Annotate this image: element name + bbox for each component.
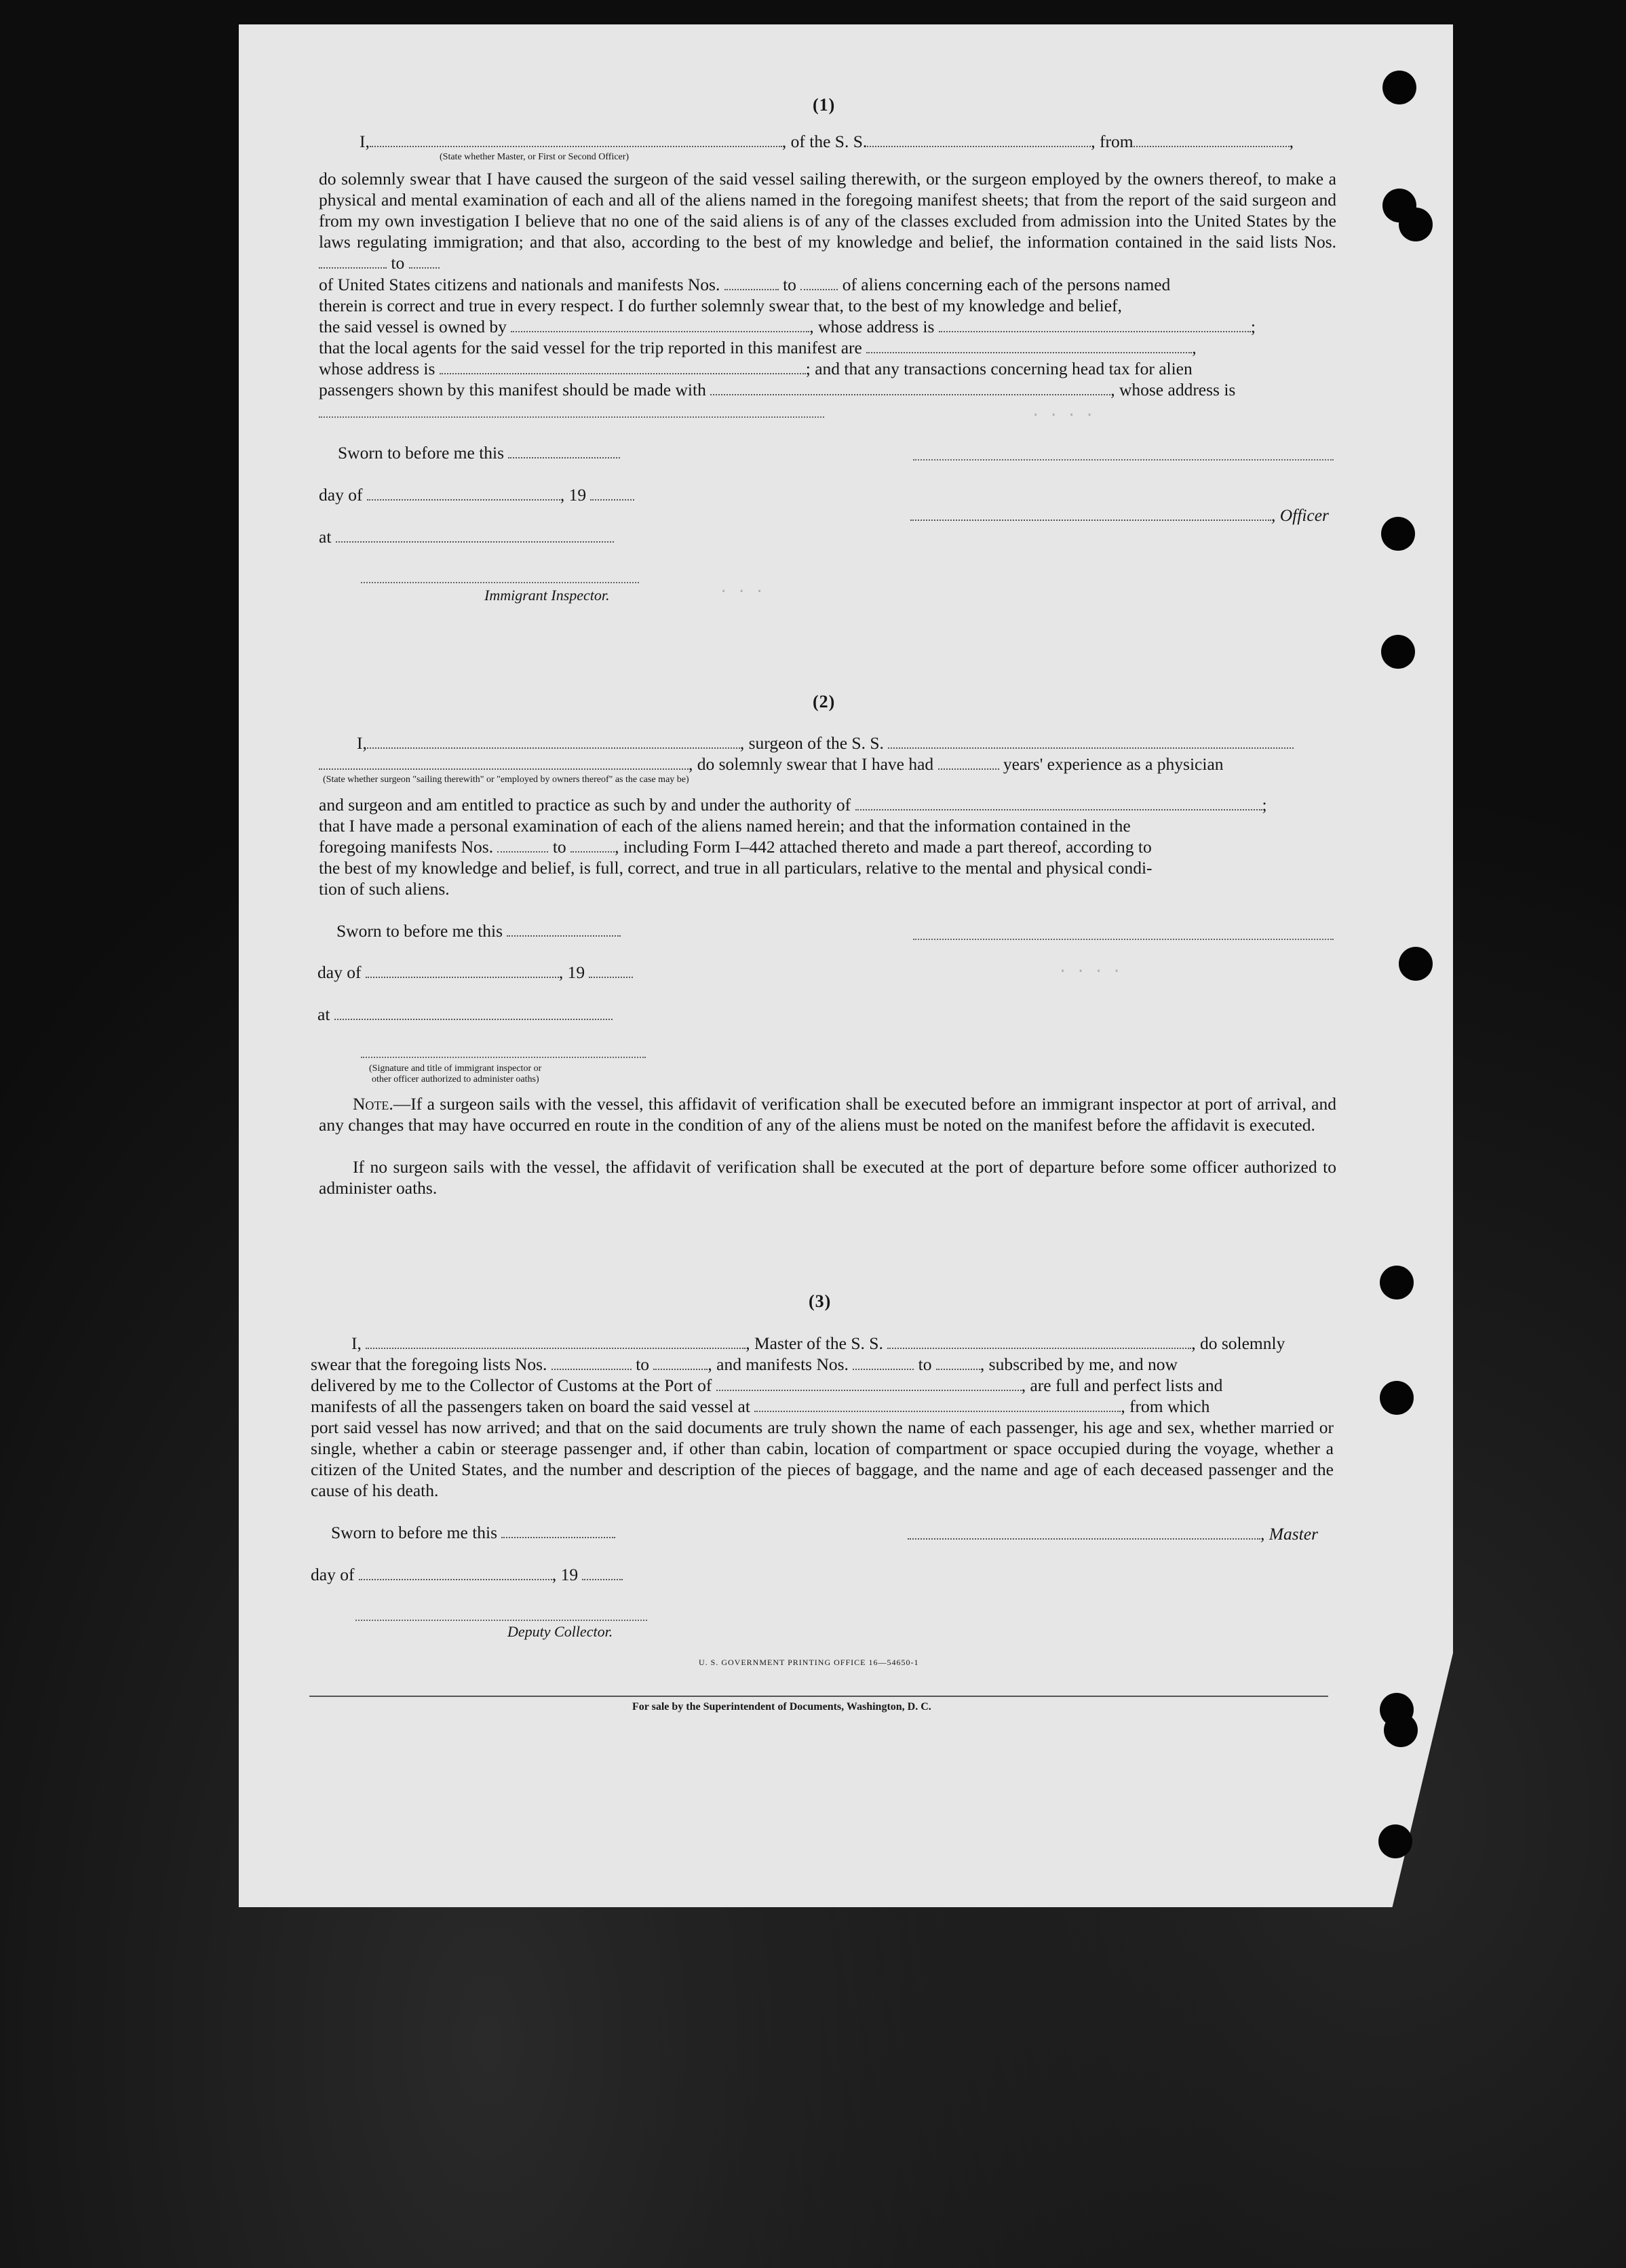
section-3-line-4: manifests of all the passengers taken on board the said vessel at , from which bbox=[311, 1396, 1210, 1416]
section-2-line-5: foregoing manifests Nos. to , including Form I–442 attached thereto and made a part thereof, according to bbox=[319, 837, 1152, 857]
bleed-through: · · · · bbox=[1031, 407, 1094, 424]
at-line-1: at bbox=[319, 526, 614, 547]
printing-office-line: U. S. GOVERNMENT PRINTING OFFICE 16—54650-1 bbox=[699, 1658, 919, 1667]
day-of-line-3: day of , 19 bbox=[311, 1564, 623, 1585]
section-1-line-b1: of United States citizens and nationals and manifests Nos. to of aliens concerning each of the persons named bbox=[319, 275, 1171, 294]
signature-title-note-1: (Signature and title of immigrant inspector or bbox=[369, 1063, 542, 1074]
officer-signature: , Officer bbox=[910, 505, 1329, 526]
section-3-body: port said vessel has now arrived; and that on the said documents are truly shown the name of each passenger, his age and sex, whether married or single, whether a cabin or steerage passenger and, if other than cabin, location of compartment or space occupied during the voyage, whether a citizen of the United States, and the number and description of the pieces of baggage, and the name and age of each deceased passenger and the cause of his death. bbox=[311, 1418, 1334, 1500]
for-sale-line: For sale by the Superintendent of Documents, Washington, D. C. bbox=[632, 1701, 931, 1713]
section-2-line-4: that I have made a personal examination of each of the aliens named herein; and that the information contained in the bbox=[319, 816, 1131, 836]
section-3-line-1: I, , Master of the S. S. , do solemnly bbox=[351, 1333, 1285, 1353]
section-1-body: do solemnly swear that I have caused the surgeon of the said vessel sailing therewith, or the surgeon employed by the owners thereof, to make a physical and mental examination of each and all of the aliens named in the foregoing manifest sheets; that from the report of the said surgeon and from my own investigation I believe that no one of the said aliens is of any of the classes excluded from admission into the United States by the laws regulating immigration; and that also, according to the best of my knowledge and belief, the information contained in the said lists Nos. to bbox=[319, 169, 1336, 273]
section-1-passengers: passengers shown by this manifest should be made with , whose address is bbox=[319, 380, 1236, 399]
section-2-line-2: , do solemnly swear that I have had years' experience as a physician bbox=[319, 754, 1224, 775]
signature-title-note-2: other officer authorized to administer oaths) bbox=[372, 1074, 539, 1084]
deputy-collector-label: Deputy Collector. bbox=[507, 1623, 613, 1640]
bleed-through: · · · bbox=[719, 583, 764, 600]
bleed-through: · · · · bbox=[1058, 963, 1121, 980]
officer-signature-line bbox=[913, 459, 1334, 461]
surgeon-signature-line bbox=[913, 939, 1334, 940]
inspector-signature-line bbox=[361, 582, 639, 583]
sworn-line-3: Sworn to before me this bbox=[331, 1522, 615, 1543]
section-2-line-3: and surgeon and am entitled to practice as such by and under the authority of ; bbox=[319, 795, 1267, 815]
section-3-line-3: delivered by me to the Collector of Customs at the Port of , are full and perfect lists and bbox=[311, 1375, 1223, 1395]
section-3-line-2: swear that the foregoing lists Nos. to , and manifests Nos. to , subscribed by me, and now bbox=[311, 1354, 1178, 1374]
section-1-whose-address: whose address is ; and that any transactions concerning head tax for alien bbox=[319, 359, 1193, 378]
inspector-signature-line-2 bbox=[361, 1057, 646, 1058]
note-paragraph-1: Note.—If a surgeon sails with the vessel, this affidavit of verification shall be executed before an immigrant inspector at port of arrival, and any changes that may have occurred en route in the condition of any of the aliens must be noted on the manifest before the affidavit is executed. bbox=[319, 1094, 1336, 1135]
day-of-line-1: day of , 19 bbox=[319, 484, 634, 505]
immigrant-inspector-label: Immigrant Inspector. bbox=[484, 587, 610, 604]
section-1-number: (1) bbox=[813, 95, 836, 115]
at-line-2: at bbox=[317, 1004, 613, 1025]
footer-rule bbox=[309, 1696, 1328, 1697]
sworn-line-2: Sworn to before me this bbox=[336, 920, 621, 941]
section-1-line-1: I, , of the S. S. , from , bbox=[360, 132, 1294, 151]
sworn-line-1: Sworn to before me this bbox=[338, 442, 620, 463]
master-signature: , Master bbox=[908, 1523, 1318, 1544]
day-of-line-2: day of , 19 bbox=[317, 962, 633, 983]
section-2-line-6: the best of my knowledge and belief, is full, correct, and true in all particulars, relative to the mental and physical condi- bbox=[319, 858, 1153, 878]
address-line bbox=[319, 416, 824, 418]
section-1-line-b2: therein is correct and true in every respect. I do further solemnly swear that, to the best of my knowledge and belief, bbox=[319, 296, 1122, 315]
section-2-line-7: tion of such aliens. bbox=[319, 879, 450, 899]
section-1-owned-by: the said vessel is owned by , whose address is ; bbox=[319, 317, 1256, 336]
section-1-local-agents: that the local agents for the said vessel for the trip reported in this manifest are , bbox=[319, 338, 1197, 357]
surgeon-status-note: (State whether surgeon "sailing therewith" or "employed by owners thereof" as the case may be) bbox=[323, 775, 689, 785]
section-3-number: (3) bbox=[809, 1291, 832, 1311]
section-2-number: (2) bbox=[813, 692, 836, 711]
note-paragraph-2: If no surgeon sails with the vessel, the affidavit of verification shall be executed at the port of departure before some officer authorized to administer oaths. bbox=[319, 1157, 1336, 1198]
section-2-line-1: I, , surgeon of the S. S. bbox=[357, 732, 1294, 754]
officer-rank-note: (State whether Master, or First or Second Officer) bbox=[440, 152, 630, 162]
